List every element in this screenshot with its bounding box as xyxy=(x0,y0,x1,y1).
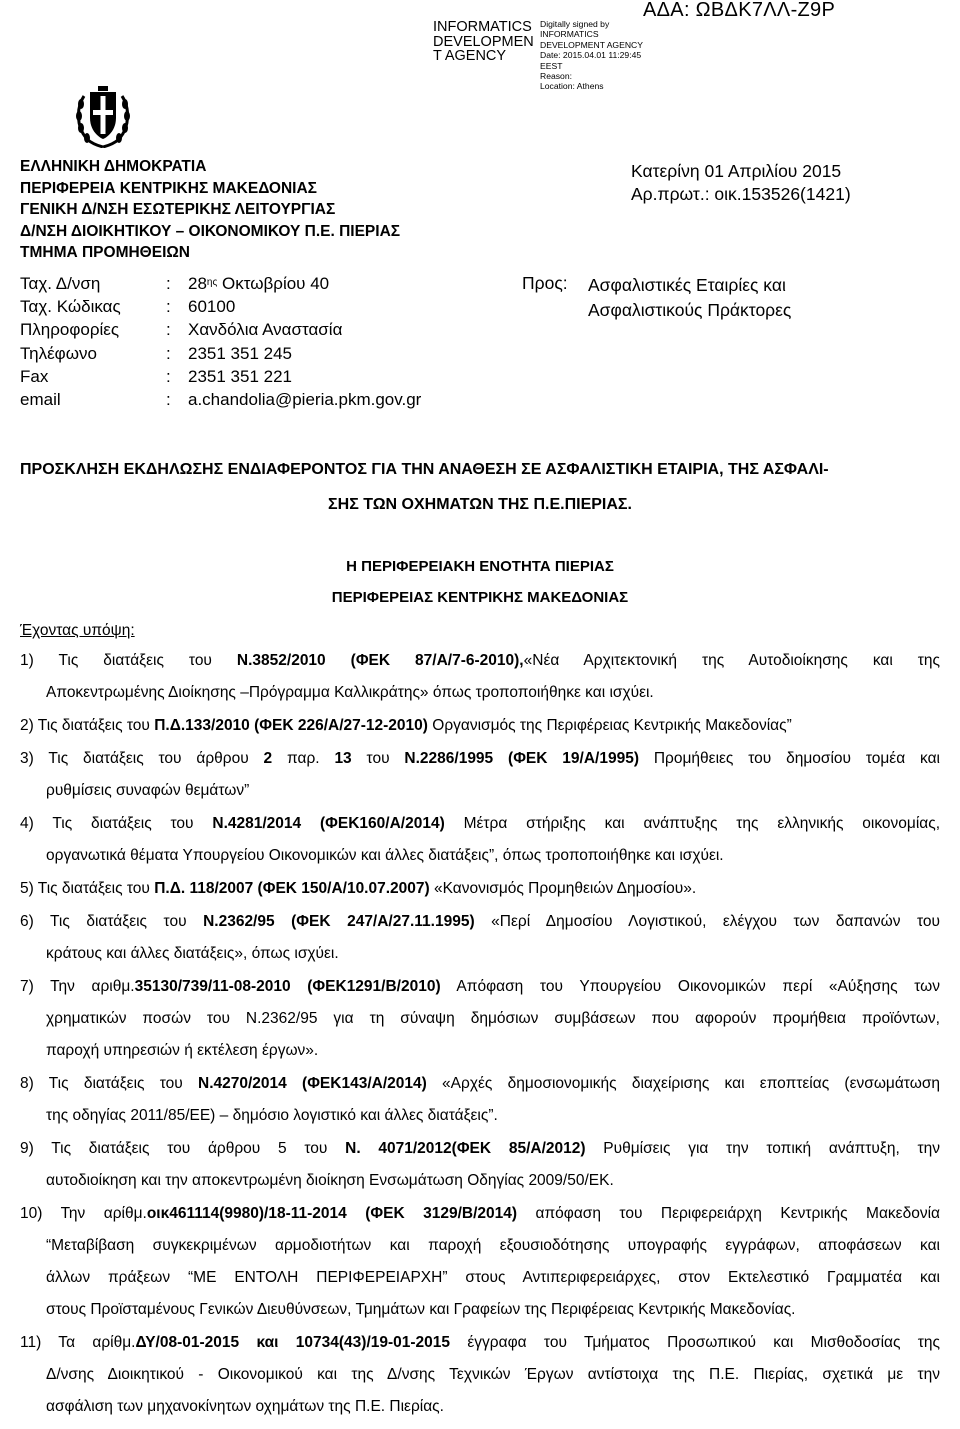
list-item xyxy=(20,1138,940,1192)
list-item-continuation: Δ/νσης Διοικητικού - Οικονομικού και της Δ/νσης Τεχνικών Έργων αντίστοιχα της Π.Ε. Πιερίας, σχετικά με την xyxy=(46,1366,940,1383)
issuer-header xyxy=(20,156,400,264)
signature-detail-line: Location: Athens xyxy=(540,81,604,92)
recipient-label: Προς: xyxy=(522,273,568,293)
list-item-text: 2) Τις διατάξεις του Π.Δ.133/2010 (ΦΕΚ 226/Α/27-12-2010) Οργανισμός της Περιφέρειας Κεντρικής Μακεδονίας” xyxy=(20,717,792,734)
signature-org-line: T AGENCY xyxy=(433,48,507,64)
recipient-line: Ασφαλιστικούς Πράκτορες xyxy=(588,300,792,320)
issuer-header-line: ΕΛΛΗΝΙΚΗ ΔΗΜΟΚΡΑΤΙΑ xyxy=(20,158,207,175)
contact-colon: : xyxy=(166,366,171,386)
issuer-header-line: ΠΕΡΙΦΕΡΕΙΑ ΚΕΝΤΡΙΚΗΣ ΜΑΚΕΔΟΝΙΑΣ xyxy=(20,179,317,197)
list-item-continuation: οργανωτικά θέματα Υπουργείου Οικονομικών και άλλες διατάξεις”, όπως τροποποιήθηκε και ισχύει. xyxy=(46,847,724,864)
date-protocol xyxy=(631,160,851,206)
address-number: 28 xyxy=(188,274,207,293)
signature-org-line: DEVELOPMEN xyxy=(433,33,534,50)
legal-basis-list xyxy=(20,650,940,1429)
address-street: Οκτωβρίου 40 xyxy=(217,274,330,293)
contact-value: 60100 xyxy=(188,297,236,317)
issuer-header-line: ΓΕΝΙΚΗ Δ/ΝΣΗ ΕΣΩΤΕΡΙΚΗΣ ΛΕΙΤΟΥΡΓΙΑΣ xyxy=(20,201,336,219)
list-item-text: 8) Τις διατάξεις του Ν.4270/2014 (ΦΕΚ143/Α/2014) «Αρχές δημοσιονομικής διαχείρισης και εποπτείας (ενσωμάτωση xyxy=(20,1075,941,1092)
contact-colon: : xyxy=(166,343,171,363)
recipient-line: Ασφαλιστικές Εταιρίες και xyxy=(588,275,786,295)
email-link[interactable]: a.chandolia@pieria.pkm.gov.gr xyxy=(188,389,422,409)
list-item-text: 3) Τις διατάξεις του άρθρου 2 παρ. 13 του Ν.2286/1995 (ΦΕΚ 19/Α/1995) Προμήθειες του δημοσίου τομέα και xyxy=(20,750,940,767)
contact-label: Τηλέφωνο xyxy=(20,343,97,363)
signature-detail-line: EEST xyxy=(540,60,563,71)
list-item xyxy=(20,976,940,1062)
list-item-continuation: “Μεταβίβαση συγκεκριμένων αρμοδιοτήτων και παροχή εξουσιοδότησης υπογραφής εγγράφων, αποφάσεων και xyxy=(46,1237,940,1254)
list-item-continuation: στους Προϊσταμένους Γενικών Διευθύνσεων, Τμημάτων και Γραφείων της Περιφέρειας Κεντρικής Μακεδονίας. xyxy=(46,1301,796,1318)
list-item-continuation: Αποκεντρωμένης Διοίκησης –Πρόγραμμα Καλλικράτης» όπως τροποποιήθηκε και ισχύει. xyxy=(46,684,654,701)
list-item-text: 7) Την αριθμ.35130/739/11-08-2010 (ΦΕΚ1291/Β/2010) Απόφαση του Υπουργείου Οικονομικών περί «Αύξησης των xyxy=(20,978,940,995)
list-item-text: 11) Τα αρίθμ.ΔΥ/08-01-2015 και 10734(43)/19-01-2015 έγγραφα του Τμήματος Προσωπικού και Μισθοδοσίας της xyxy=(20,1334,941,1351)
signature-org-line: INFORMATICS xyxy=(433,19,532,35)
issuer-header-line: Δ/ΝΣΗ ΔΙΟΙΚΗΤΙΚΟΥ – ΟΙΚΟΝΟΜΙΚΟΥ Π.Ε. ΠΙΕΡΙΑΣ xyxy=(20,222,401,240)
issuer-header-line: ΤΜΗΜΑ ΠΡΟΜΗΘΕΙΩΝ xyxy=(20,244,191,262)
contact-value: Χανδόλια Αναστασία xyxy=(188,320,343,340)
list-item-text: 5) Τις διατάξεις του Π.Δ. 118/2007 (ΦΕΚ 150/Α/10.07.2007) «Κανονισμός Προμηθειών Δημοσίου». xyxy=(20,880,697,897)
list-item-continuation: άλλων πράξεων “ΜΕ ΕΝΤΟΛΗ ΠΕΡΙΦΕΡΕΙΑΡΧΗ” στους Αντιπεριφερειάρχες, στον Εκτελεστικό Γραμματέα και xyxy=(46,1269,940,1286)
list-item-text: 6) Τις διατάξεις του Ν.2362/95 (ΦΕΚ 247/Α/27.11.1995) «Περί Δημοσίου Λογιστικού, ελέγχου των δαπανών του xyxy=(20,913,940,930)
address-ordinal: ης xyxy=(206,277,218,288)
list-item-continuation: κράτους και άλλες διατάξεις», όπως ισχύει. xyxy=(46,945,339,962)
greek-coat-of-arms-icon xyxy=(74,84,132,148)
document-title-continued: ΣΗΣ ΤΩΝ ΟΧΗΜΑΤΩΝ ΤΗΣ Π.Ε.ΠΙΕΡΙΑΣ. xyxy=(328,496,632,513)
list-item xyxy=(20,1203,940,1321)
list-item-continuation: ρυθμίσεις συναφών θεμάτων” xyxy=(46,782,250,799)
signature-detail-line: INFORMATICS xyxy=(540,29,599,40)
contact-label: email xyxy=(20,389,61,409)
contact-value: 2351 351 245 xyxy=(188,343,292,363)
list-item xyxy=(20,911,940,965)
list-item xyxy=(20,878,940,900)
authority-name: Η ΠΕΡΙΦΕΡΕΙΑΚΗ ΕΝΟΤΗΤΑ ΠΙΕΡΙΑΣ xyxy=(346,558,614,575)
signature-detail-line: DEVELOPMENT AGENCY xyxy=(540,39,643,50)
list-item-text: 10) Την αρίθμ.οικ461114(9980)/18-11-2014 (ΦΕΚ 3129/Β/2014) απόφαση του Περιφερειάρχη Κεντρικής Μακεδονία xyxy=(20,1205,940,1222)
document-title: ΠΡΟΣΚΛΗΣΗ ΕΚΔΗΛΩΣΗΣ ΕΝΔΙΑΦΕΡΟΝΤΟΣ ΓΙΑ ΤΗΝ ΑΝΑΘΕΣΗ ΣΕ ΑΣΦΑΛΙΣΤΙΚΗ ΕΤΑΙΡΙΑ, ΤΗΣ ΑΣΦΑΛΙ- xyxy=(20,461,829,478)
list-item xyxy=(20,650,940,704)
list-item-continuation: αυτοδιοίκηση και την αποκεντρωμένη διοίκηση Ενσωμάτωση Οδηγίας 2009/50/ΕΚ. xyxy=(46,1172,614,1189)
authority-region: ΠΕΡΙΦΕΡΕΙΑΣ ΚΕΝΤΡΙΚΗΣ ΜΑΚΕΔΟΝΙΑΣ xyxy=(331,589,629,606)
signature-detail-line: Date: 2015.04.01 11:29:45 xyxy=(540,50,642,61)
list-item-continuation: ασφάλιση των μηχανοκίνητων οχημάτων της Π.Ε. Πιερίας. xyxy=(46,1398,444,1415)
contact-colon: : xyxy=(166,389,171,409)
contact-label: Ταχ. Δ/νση xyxy=(20,274,101,293)
list-item xyxy=(20,1073,940,1127)
protocol-number: Αρ.πρωτ.: οικ.153526(1421) xyxy=(631,184,851,204)
contact-label: Ταχ. Κώδικας xyxy=(20,297,121,317)
contact-label: Fax xyxy=(20,366,49,386)
contact-colon: : xyxy=(166,320,171,340)
having-regard-heading: Έχοντας υπόψη: xyxy=(20,622,135,639)
list-item-text: 9) Τις διατάξεις του άρθρου 5 του Ν. 4071/2012(ΦΕΚ 85/Α/2012) Ρυθμίσεις για την τοπική ανάπτυξη, την xyxy=(20,1140,940,1157)
list-item xyxy=(20,1332,940,1418)
list-item-continuation: της οδηγίας 2011/85/ΕΕ) – δημόσιο λογιστικό και άλλες διατάξεις”. xyxy=(46,1107,498,1124)
signature-details xyxy=(540,19,643,92)
document-date: Κατερίνη 01 Απριλίου 2015 xyxy=(631,161,842,181)
list-item-continuation: παροχή υπηρεσιών ή εκτέλεση έργων». xyxy=(46,1042,319,1059)
contact-value: 2351 351 221 xyxy=(188,366,292,386)
list-item xyxy=(20,813,940,867)
list-item xyxy=(20,715,940,737)
signature-org xyxy=(433,20,534,64)
recipient-list xyxy=(588,273,791,323)
signature-detail-line: Reason: xyxy=(540,71,573,82)
list-item-text: 1) Τις διατάξεις του Ν.3852/2010 (ΦΕΚ 87/Α/7-6-2010),«Νέα Αρχιτεκτονική της Αυτοδιοίκησης και της xyxy=(20,652,941,669)
contact-colon: : xyxy=(166,297,171,317)
contact-label: Πληροφορίες xyxy=(20,320,120,340)
signature-detail-line: Digitally signed by xyxy=(540,19,610,29)
list-item-continuation: χρηματικών ποσών του Ν.2362/95 για τη σύναψη δημόσιων συμβάσεων που αφορούν προμήθεια προϊόντων, xyxy=(46,1010,940,1027)
list-item-text: 4) Τις διατάξεις του Ν.4281/2014 (ΦΕΚ160/Α/2014) Μέτρα στήριξης και ανάπτυξης της ελληνικής οικονομίας, xyxy=(20,815,941,832)
contact-colon: : xyxy=(166,274,171,293)
ada-code: ΑΔΑ: ΩΒΔΚ7ΛΛ-Ζ9Ρ xyxy=(643,0,836,21)
list-item xyxy=(20,748,940,802)
